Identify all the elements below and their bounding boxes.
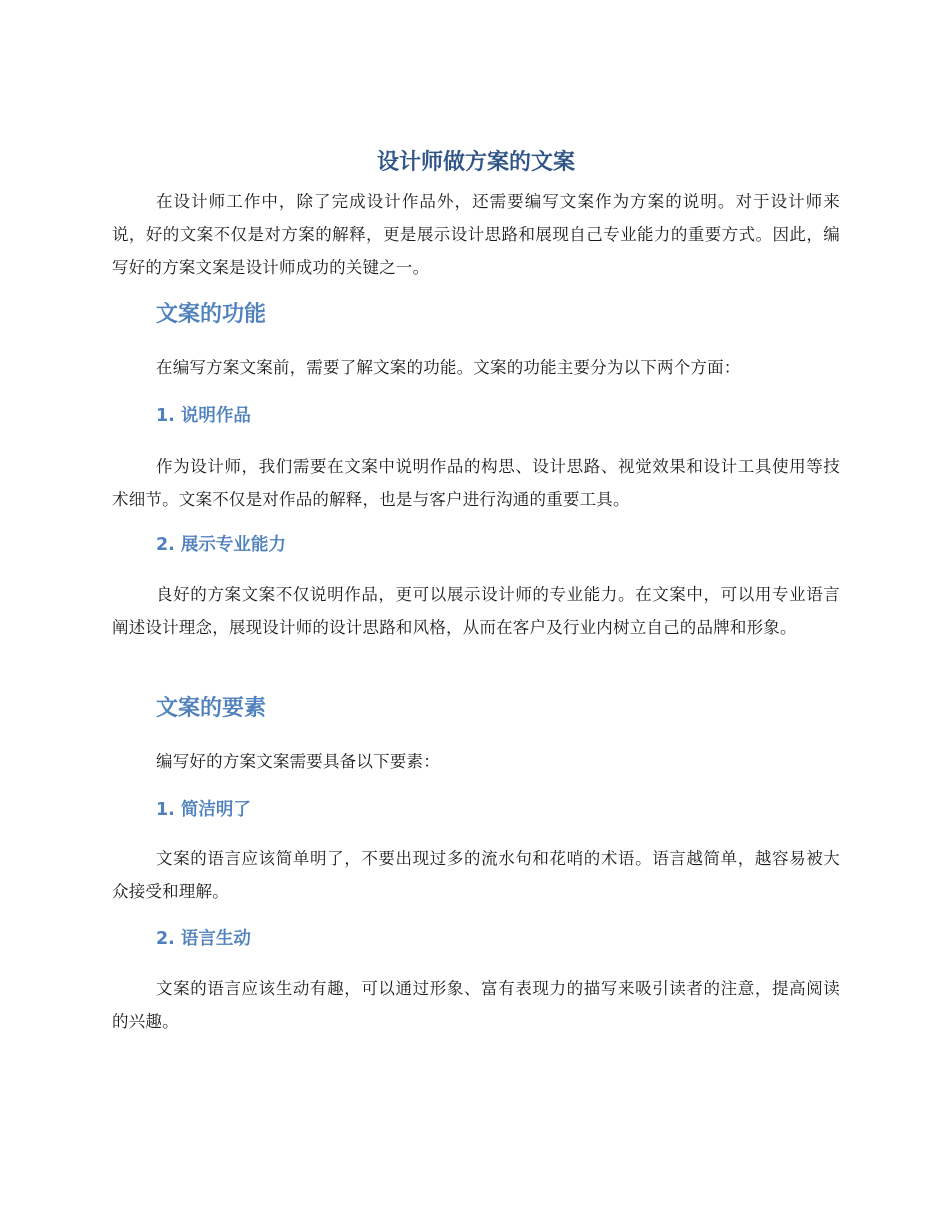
subsection-heading-show-ability: 2. 展示专业能力: [156, 535, 286, 555]
section-heading-elements: 文案的要素: [156, 696, 267, 721]
section-elements-lead: 编写好的方案文案需要具备以下要素：: [156, 752, 440, 771]
subsection-heading-concise: 1. 简洁明了: [156, 800, 251, 820]
subsection-heading-vivid: 2. 语言生动: [156, 929, 251, 949]
subsection-vivid-text: 文案的语言应该生动有趣，可以通过形象、富有表现力的描写来吸引读者的注意，提高阅读的兴趣。: [112, 979, 840, 1031]
intro-paragraph: 在设计师工作中，除了完成设计作品外，还需要编写文案作为方案的说明。对于设计师来说，好的文案不仅是对方案的解释，更是展示设计思路和展现自己专业能力的重要方式。因此，编写好的方案文案是设计师成功的关键之一。: [112, 192, 840, 277]
subsection-heading-explain-work: 1. 说明作品: [156, 406, 251, 426]
section-functions-lead: 在编写方案文案前，需要了解文案的功能。文案的功能主要分为以下两个方面：: [156, 358, 741, 377]
document-title: 设计师做方案的文案: [376, 150, 575, 175]
subsection-show-ability-text: 良好的方案文案不仅说明作品，更可以展示设计师的专业能力。在文案中，可以用专业语言阐述设计理念，展现设计师的设计思路和风格，从而在客户及行业内树立自己的品牌和形象。: [112, 585, 840, 637]
section-heading-functions: 文案的功能: [156, 302, 267, 327]
subsection-explain-work-text: 作为设计师，我们需要在文案中说明作品的构思、设计思路、视觉效果和设计工具使用等技术细节。文案不仅是对作品的解释，也是与客户进行沟通的重要工具。: [112, 457, 840, 509]
subsection-concise-text: 文案的语言应该简单明了，不要出现过多的流水句和花哨的术语。语言越简单，越容易被大众接受和理解。: [112, 849, 840, 901]
